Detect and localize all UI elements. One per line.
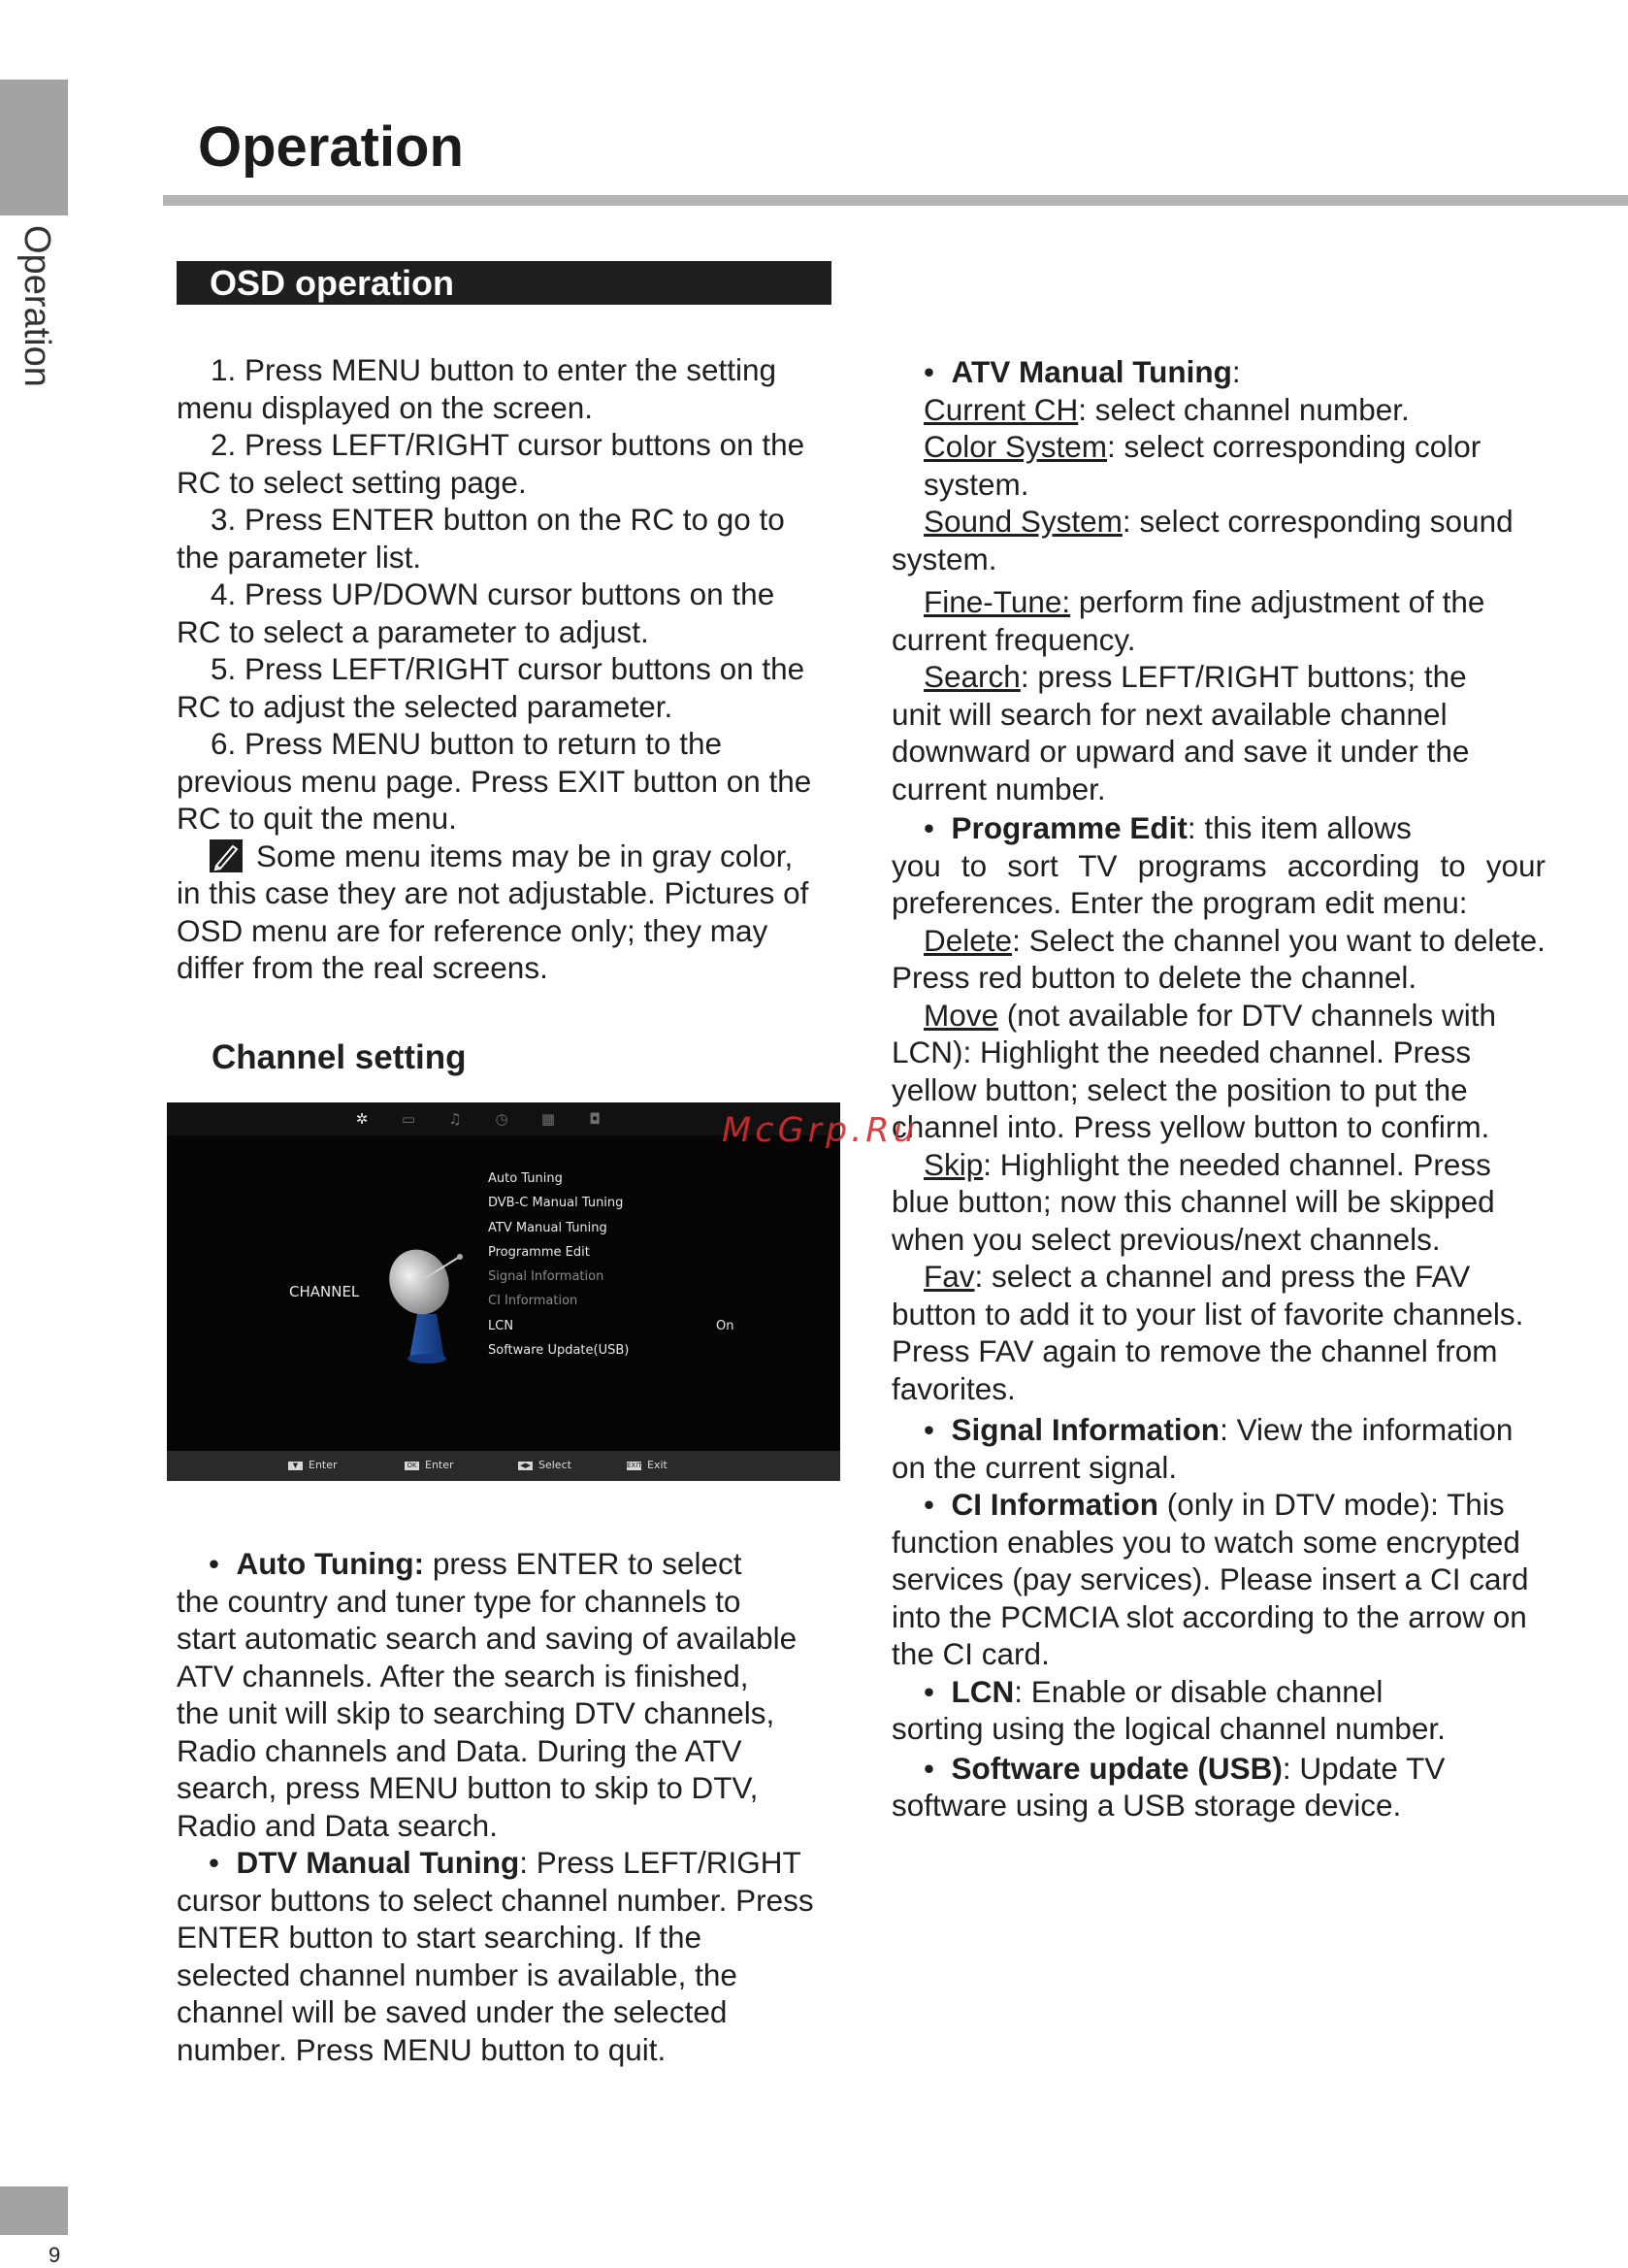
- text-line: start automatic search and saving of available: [177, 1621, 798, 1656]
- osd-menu-item[interactable]: Signal Information: [488, 1269, 604, 1285]
- satellite-dish-icon: [378, 1238, 475, 1364]
- step-line: 6. Press MENU button to return to the: [211, 726, 722, 761]
- step-line: previous menu page. Press EXIT button on the: [177, 763, 812, 799]
- auto-tuning-title: Auto Tuning:: [236, 1546, 425, 1581]
- text-line: you to sort TV programs according to your: [892, 847, 1546, 883]
- text-line: Press FAV again to remove the channel from: [892, 1333, 1498, 1368]
- gear-icon: ✲: [355, 1110, 369, 1128]
- text-line: blue button; now this channel will be skipped: [892, 1184, 1495, 1219]
- skip-line: Skip: Highlight the needed channel. Press: [924, 1146, 1491, 1182]
- osd-menu-item[interactable]: Auto Tuning: [488, 1171, 563, 1186]
- page-title: Operation: [198, 115, 464, 179]
- text-line: Radio and Data search.: [177, 1807, 498, 1843]
- text-line: cursor buttons to select channel number. Press: [177, 1882, 814, 1918]
- osd-menu-item[interactable]: DVB-C Manual Tuning: [488, 1196, 624, 1211]
- note-line: OSD menu are for reference only; they may: [177, 912, 768, 948]
- text-line: software using a USB storage device.: [892, 1788, 1402, 1823]
- ci-information-item: • CI Information (only in DTV mode): This: [924, 1487, 1505, 1522]
- step-line: menu displayed on the screen.: [177, 389, 594, 425]
- step-line: 3. Press ENTER button on the RC to go to: [211, 502, 785, 537]
- fav-line: Fav: select a channel and press the FAV: [924, 1259, 1471, 1294]
- step-line: 4. Press UP/DOWN cursor buttons on the: [211, 576, 775, 611]
- note-line: [177, 838, 831, 875]
- exit-key-icon: EXIT: [627, 1462, 642, 1469]
- text-line: search, press MENU button to skip to DTV,: [177, 1770, 759, 1805]
- osd-lcn-value: On: [716, 1319, 734, 1333]
- delete-line: Delete: Select the channel you want to delete.: [924, 922, 1546, 958]
- auto-tuning-item: • Auto Tuning: press ENTER to select: [209, 1546, 742, 1581]
- clock-icon: ◷: [495, 1110, 508, 1128]
- text-line: on the current signal.: [892, 1449, 1178, 1485]
- ci-information-title: CI Information: [951, 1487, 1159, 1522]
- note-pencil-icon: [210, 839, 243, 872]
- side-label: Operation: [16, 225, 57, 387]
- step-line: 5. Press LEFT/RIGHT cursor buttons on the: [211, 651, 805, 686]
- step-line: 1. Press MENU button to enter the setting: [211, 352, 777, 387]
- channel-setting-heading: Channel setting: [212, 1038, 467, 1076]
- osd-footer-hint: EXIT Exit: [627, 1459, 667, 1471]
- text-line: channel will be saved under the selected: [177, 1994, 728, 2029]
- move-line: Move (not available for DTV channels with: [924, 997, 1497, 1033]
- title-rule: [163, 195, 1628, 206]
- page-tab: [0, 2186, 68, 2235]
- text-line: current number.: [892, 771, 1106, 806]
- text-line: system.: [924, 466, 1029, 502]
- signal-information-item: • Signal Information: View the information: [924, 1412, 1514, 1447]
- sound-system-line: Sound System: select corresponding sound: [924, 504, 1514, 539]
- text-line: number. Press MENU button to quit.: [177, 2031, 667, 2067]
- text-line: preferences. Enter the program edit menu:: [892, 885, 1468, 920]
- step-line: RC to select setting page.: [177, 464, 527, 500]
- osd-footer: [167, 1451, 840, 1481]
- enter-key-icon: ▼: [288, 1462, 303, 1470]
- osd-menu-item[interactable]: Programme Edit: [488, 1244, 590, 1260]
- software-update-item: • Software update (USB): Update TV: [924, 1750, 1446, 1786]
- search-line: Search: press LEFT/RIGHT buttons; the: [924, 659, 1467, 694]
- dtv-manual-tuning-title: DTV Manual Tuning: [236, 1845, 520, 1880]
- text-line: the country and tuner type for channels to: [177, 1583, 741, 1619]
- osd-steps: [177, 351, 831, 987]
- text-line: Press red button to delete the channel.: [892, 960, 1417, 995]
- text-line: the CI card.: [892, 1636, 1050, 1671]
- page-number: 9: [49, 2243, 61, 2267]
- note-text: Some menu items may be in gray color,: [256, 838, 794, 873]
- text-line: selected channel number is available, the: [177, 1956, 737, 1992]
- fine-tune-line: Fine-Tune: perform fine adjustment of the: [924, 584, 1485, 619]
- text-line: LCN): Highlight the needed channel. Press: [892, 1035, 1472, 1069]
- step-line: the parameter list.: [177, 539, 422, 575]
- step-line: RC to select a parameter to adjust.: [177, 613, 649, 649]
- side-tab: [0, 80, 68, 215]
- osd-menu-item[interactable]: ATV Manual Tuning: [488, 1220, 607, 1235]
- section-title: OSD operation: [177, 261, 831, 305]
- atv-manual-tuning-title: ATV Manual Tuning: [951, 354, 1232, 389]
- step-line: 2. Press LEFT/RIGHT cursor buttons on the: [211, 427, 805, 462]
- text-line: services (pay services). Please insert a CI card: [892, 1561, 1529, 1596]
- color-system-line: Color System: select corresponding color: [924, 429, 1481, 464]
- programme-edit-item: • Programme Edit: this item allows: [924, 810, 1412, 845]
- arrows-key-icon: ◀▶: [518, 1462, 533, 1470]
- osd-channel-menu: [488, 1167, 629, 1363]
- text-line: yellow button; select the position to put the: [892, 1071, 1468, 1107]
- text-line: into the PCMCIA slot according to the arrow on: [892, 1598, 1527, 1634]
- osd-channel-label: CHANNEL: [289, 1283, 360, 1300]
- text-line: button to add it to your list of favorite channels.: [892, 1296, 1524, 1331]
- programme-edit-title: Programme Edit: [951, 810, 1188, 845]
- picture-icon: ▭: [401, 1110, 416, 1128]
- note-line: differ from the real screens.: [177, 950, 548, 985]
- atv-manual-tuning-item: • ATV Manual Tuning:: [924, 354, 1241, 389]
- note-line: in this case they are not adjustable. Pictures of: [177, 875, 809, 910]
- text-line: current frequency.: [892, 621, 1136, 657]
- text-line: channel into. Press yellow button to confirm.: [892, 1109, 1490, 1144]
- text-line: sorting using the logical channel number.: [892, 1711, 1446, 1746]
- lcn-title: LCN: [951, 1673, 1015, 1709]
- text-line: favorites.: [892, 1370, 1016, 1406]
- osd-menu-item[interactable]: Software Update(USB): [488, 1343, 630, 1359]
- lcn-item: • LCN: Enable or disable channel: [924, 1673, 1384, 1709]
- signal-information-title: Signal Information: [951, 1412, 1221, 1447]
- text-line: function enables you to watch some encrypted: [892, 1524, 1520, 1560]
- text-line: ATV channels. After the search is finished,: [177, 1658, 749, 1693]
- text-line: unit will search for next available channel: [892, 696, 1448, 732]
- grid-icon: ▦: [540, 1110, 556, 1128]
- osd-menu-item[interactable]: CI Information: [488, 1294, 578, 1309]
- channel-bullets-right: [892, 353, 1546, 1824]
- text-line: Radio channels and Data. During the ATV: [177, 1732, 742, 1768]
- osd-screenshot: [167, 1102, 840, 1481]
- dtv-manual-tuning-item: • DTV Manual Tuning: Press LEFT/RIGHT: [209, 1845, 801, 1880]
- music-icon: ♫: [448, 1110, 462, 1128]
- text-line: when you select previous/next channels.: [892, 1221, 1441, 1257]
- text-line: downward or upward and save it under the: [892, 734, 1470, 769]
- watermark: McGrp.Ru: [722, 1111, 919, 1150]
- text-line: the unit will skip to searching DTV channels,: [177, 1695, 775, 1730]
- osd-menu-item[interactable]: LCN: [488, 1318, 514, 1333]
- lock-icon: ◘: [589, 1110, 601, 1128]
- osd-footer-hint: ▼ Enter: [288, 1459, 338, 1471]
- step-line: RC to quit the menu.: [177, 801, 457, 836]
- osd-footer-hint: OK Enter: [405, 1459, 454, 1471]
- osd-footer-hint: ◀▶ Select: [518, 1459, 571, 1471]
- ok-key-icon: OK: [405, 1462, 419, 1470]
- step-line: RC to adjust the selected parameter.: [177, 688, 673, 724]
- text-line: ENTER button to start searching. If the: [177, 1920, 702, 1955]
- text-line: system.: [892, 541, 997, 576]
- channel-bullets-left: [177, 1545, 831, 2068]
- current-ch-line: Current CH: select channel number.: [924, 391, 1410, 427]
- software-update-title: Software update (USB): [951, 1750, 1283, 1786]
